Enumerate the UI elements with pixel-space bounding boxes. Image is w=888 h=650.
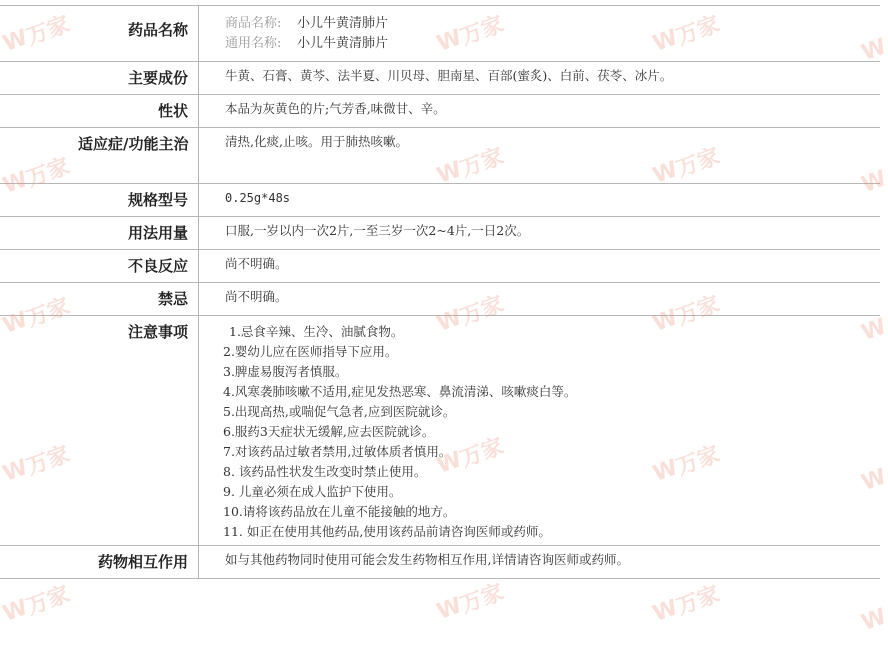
value-drug-name: [199, 6, 880, 61]
watermark-logo-icon: W: [649, 455, 680, 487]
watermark-logo-icon: W: [649, 157, 680, 189]
watermark-logo-icon: W: [433, 447, 464, 479]
watermark-logo-icon: W: [858, 604, 888, 637]
brand-watermark: W 万家: [0, 11, 74, 57]
brand-watermark: W 万家: [649, 11, 724, 57]
precautions-list: [223, 322, 880, 542]
row-adverse-reactions: [0, 250, 880, 283]
label-interactions: 药物相互作用: [0, 546, 199, 578]
row-spec: [0, 184, 880, 217]
value-ingredients: 牛黄、石膏、黄芩、法半夏、川贝母、胆南星、百部(蜜炙)、白前、茯苓、冰片。: [225, 68, 673, 83]
generic-name-value: 小儿牛黄清肺片: [297, 36, 389, 51]
trade-name-key: 商品名称:: [225, 16, 282, 31]
brand-watermark: [858, 605, 887, 636]
row-precautions: [0, 316, 880, 546]
trade-name-line: [225, 14, 880, 34]
brand-watermark: W 万家: [433, 11, 508, 57]
brand-watermark: W 万家: [433, 143, 508, 189]
precaution-item: 4.风寒袭肺咳嗽不适用,症见发热恶寒、鼻流清涕、咳嗽痰白等。: [223, 384, 577, 399]
precaution-item: 8. 该药品性状发生改变时禁止使用。: [223, 464, 427, 479]
precaution-item: 5.出现高热,或喘促气急者,应到医院就诊。: [223, 404, 456, 419]
precaution-item: 2.婴幼儿应在医师指导下应用。: [223, 344, 398, 359]
brand-watermark: W 万家: [649, 143, 724, 189]
label-dosage: 用法用量: [0, 217, 199, 249]
label-spec: 规格型号: [0, 184, 199, 216]
brand-watermark: W 万家: [0, 581, 74, 627]
generic-name-key: 通用名称:: [225, 36, 282, 51]
row-dosage: [0, 217, 880, 250]
watermark-logo-icon: W: [433, 305, 464, 337]
generic-name-line: [225, 34, 880, 54]
label-appearance: 性状: [0, 95, 199, 127]
watermark-logo-icon: W: [0, 455, 30, 487]
value-precautions: [199, 316, 880, 545]
label-contraindications: 禁忌: [0, 283, 199, 315]
trade-name-value: 小儿牛黄清肺片: [297, 16, 389, 31]
value-adverse-reactions: 尚不明确。: [225, 256, 288, 271]
brand-watermark: W 万家: [0, 293, 74, 339]
watermark-logo-icon: W: [858, 166, 888, 199]
row-interactions: [0, 546, 880, 579]
brand-watermark: W 万家: [433, 433, 508, 479]
brand-watermark: W 万家: [649, 581, 724, 627]
value-indications: 清热,化痰,止咳。用于肺热咳嗽。: [225, 134, 408, 149]
label-drug-name: 药品名称: [0, 6, 199, 61]
watermark-logo-icon: W: [433, 25, 464, 57]
label-adverse-reactions: 不良反应: [0, 250, 199, 282]
watermark-logo-icon: W: [649, 305, 680, 337]
watermark-logo-icon: W: [0, 595, 30, 627]
precaution-item: 11. 如正在使用其他药品,使用该药品前请咨询医师或药师。: [223, 524, 551, 539]
drug-info-table: [0, 5, 880, 579]
brand-watermark: W 万家: [433, 579, 508, 625]
watermark-logo-icon: W: [858, 314, 888, 347]
watermark-logo-icon: W: [649, 25, 680, 57]
row-appearance: [0, 95, 880, 128]
value-spec: 0.25g*48s: [225, 191, 291, 205]
value-appearance: 本品为灰黄色的片;气芳香,味微甘、辛。: [225, 101, 446, 116]
precaution-item: 9. 儿童必须在成人监护下使用。: [223, 484, 402, 499]
row-indications: [0, 128, 880, 184]
watermark-logo-icon: W: [858, 464, 888, 497]
watermark-logo-icon: W: [433, 157, 464, 189]
label-indications: 适应症/功能主治: [0, 128, 199, 183]
precaution-item: 3.脾虚易腹泻者慎服。: [223, 364, 348, 379]
brand-watermark: W 万家: [649, 441, 724, 487]
label-ingredients: 主要成份: [0, 62, 199, 94]
row-ingredients: [0, 62, 880, 95]
watermark-logo-icon: W: [858, 34, 888, 67]
value-interactions: 如与其他药物同时使用可能会发生药物相互作用,详情请咨询医师或药师。: [225, 552, 629, 567]
brand-watermark: W 万家: [0, 153, 74, 199]
watermark-logo-icon: W: [0, 307, 30, 339]
row-drug-name: [0, 6, 880, 62]
brand-watermark: W 万家: [433, 291, 508, 337]
watermark-logo-icon: W: [433, 593, 464, 625]
watermark-logo-icon: W: [0, 25, 30, 57]
watermark-logo-icon: W: [0, 167, 30, 199]
watermark-logo-icon: W: [649, 595, 680, 627]
brand-watermark: W 万家: [0, 441, 74, 487]
precaution-item: 10.请将该药品放在儿童不能接触的地方。: [223, 504, 456, 519]
precaution-item: 1.忌食辛辣、生冷、油腻食物。: [229, 324, 404, 339]
row-contraindications: [0, 283, 880, 316]
value-contraindications: 尚不明确。: [225, 289, 288, 304]
label-precautions: 注意事项: [0, 316, 199, 545]
brand-watermark: W 万家: [649, 291, 724, 337]
value-dosage: 口服,一岁以内一次2片,一至三岁一次2~4片,一日2次。: [225, 223, 530, 238]
precaution-item: 7.对该药品过敏者禁用,过敏体质者慎用。: [223, 444, 452, 459]
precaution-item: 6.服药3天症状无缓解,应去医院就诊。: [223, 424, 435, 439]
